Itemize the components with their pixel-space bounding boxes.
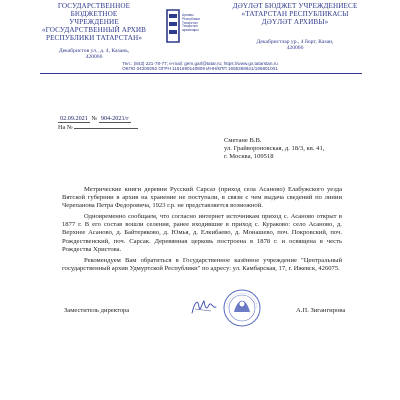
incoming-reference	[58, 124, 138, 131]
handwritten-signature	[189, 295, 219, 319]
letterhead-right	[232, 2, 358, 52]
header-divider	[40, 73, 362, 74]
title-line: «ГОСУДАРСТВЕННЫЙ АРХИВ	[41, 26, 147, 34]
outgoing-reference	[58, 115, 131, 122]
signatory-position: Заместитель директора	[64, 307, 130, 314]
recipient-block	[224, 137, 324, 162]
institution-name-tt	[232, 2, 358, 26]
institution-address-ru	[34, 48, 154, 61]
signatory-name: А.П. Зигангирова	[296, 307, 346, 314]
title-line: ГОСУДАРСТВЕННОЕ БЮДЖЕТНОЕ	[57, 2, 131, 18]
address-line: 420066	[85, 54, 103, 61]
address-line: Декабристлар ур., 4 йорт, Казан,	[256, 39, 334, 45]
on-number-label: На №	[58, 124, 73, 131]
letterhead-left	[34, 2, 154, 61]
title-line: ДӘҮЛӘТ АРХИВЫ»	[261, 18, 329, 26]
body-paragraph: Рекомендуем Вам обратиться в Государственное казённое учреждение "Центральный государственный архив Удмуртской Республики" по адресу: ул. Камбарская, 17, г. Ижевск, 426075.	[62, 256, 342, 272]
title-line: ДӘҮЛӘТ БЮДЖЕТ УЧРЕЖДЕНИЕСЕ	[232, 2, 358, 10]
logo-caption	[182, 14, 212, 33]
logo-line: Татарстан	[182, 24, 198, 29]
registration-line: ОКПО 04209292 ОГРН 1161690140809 ИНН/КПП 1655369841/165801001	[122, 66, 278, 72]
recipient-street: ул. Грайвороновская, д. 18/3, кв. 41,	[224, 145, 325, 153]
archive-logo	[163, 4, 211, 48]
letter-date: 02.09.2021	[60, 115, 88, 122]
number-label: №	[91, 115, 98, 122]
logo-line: Татарстан	[182, 20, 198, 25]
logo-line: Республики	[182, 16, 200, 21]
body-paragraph: Одновременно сообщаем, что согласно интернет источникам приход с. Асаново открыт в 1877 г. В его состав вошли селения, ранее входившие в приход с. Кураково: село Асаново, д. Верхнее Асаново, д. Байтеряково, д. Юмья, д. Елкибаево, д. Монашево, поч. Покровский, поч. Рождественский, поч. Сарсак. Деревянная церковь построена в 1878 г. и освящена в честь Рождества Христова.	[62, 213, 342, 253]
title-line: УЧРЕЖДЕНИЕ	[69, 18, 119, 26]
recipient-name: Сметане В.В.	[224, 137, 262, 144]
title-line: РЕСПУБЛИКИ ТАТАРСТАН»	[45, 34, 143, 42]
title-line: «ТАТАРСТАН РЕСПУБЛИКАСЫ	[241, 10, 349, 18]
address-line: 420066	[286, 45, 304, 52]
signature-scribble-icon	[189, 295, 219, 319]
address-line: Декабристов ул., д. 4, Казань,	[58, 48, 130, 54]
stamp-seal-icon	[222, 288, 262, 328]
contacts-block	[0, 61, 400, 72]
body-paragraph: Метрические книги деревни Русский Сарсаз (приход села Асаново) Елабужского уезда Вятской губернии в архив на хранение не поступали, в связи с чем выдача сведений по линии Черепанова Петра Федоровича, 1923 г.р. не представляется возможной.	[62, 186, 342, 210]
on-number-value	[74, 128, 138, 129]
institution-address-tt	[232, 39, 358, 52]
logo-line: Архивы	[182, 13, 194, 17]
letter-body	[62, 186, 342, 276]
recipient-city: г. Москва, 109518	[224, 153, 274, 161]
official-stamp	[222, 288, 262, 328]
letter-number: 904-2021/г	[100, 115, 129, 122]
institution-name-ru	[34, 2, 154, 42]
logo-line: архивлары	[182, 28, 199, 33]
contacts-line: Тел.: (843) 221-78-77; e-mail: gem.garl@tatar.ru; https://www.gx.tatarstan.ru	[122, 61, 278, 66]
